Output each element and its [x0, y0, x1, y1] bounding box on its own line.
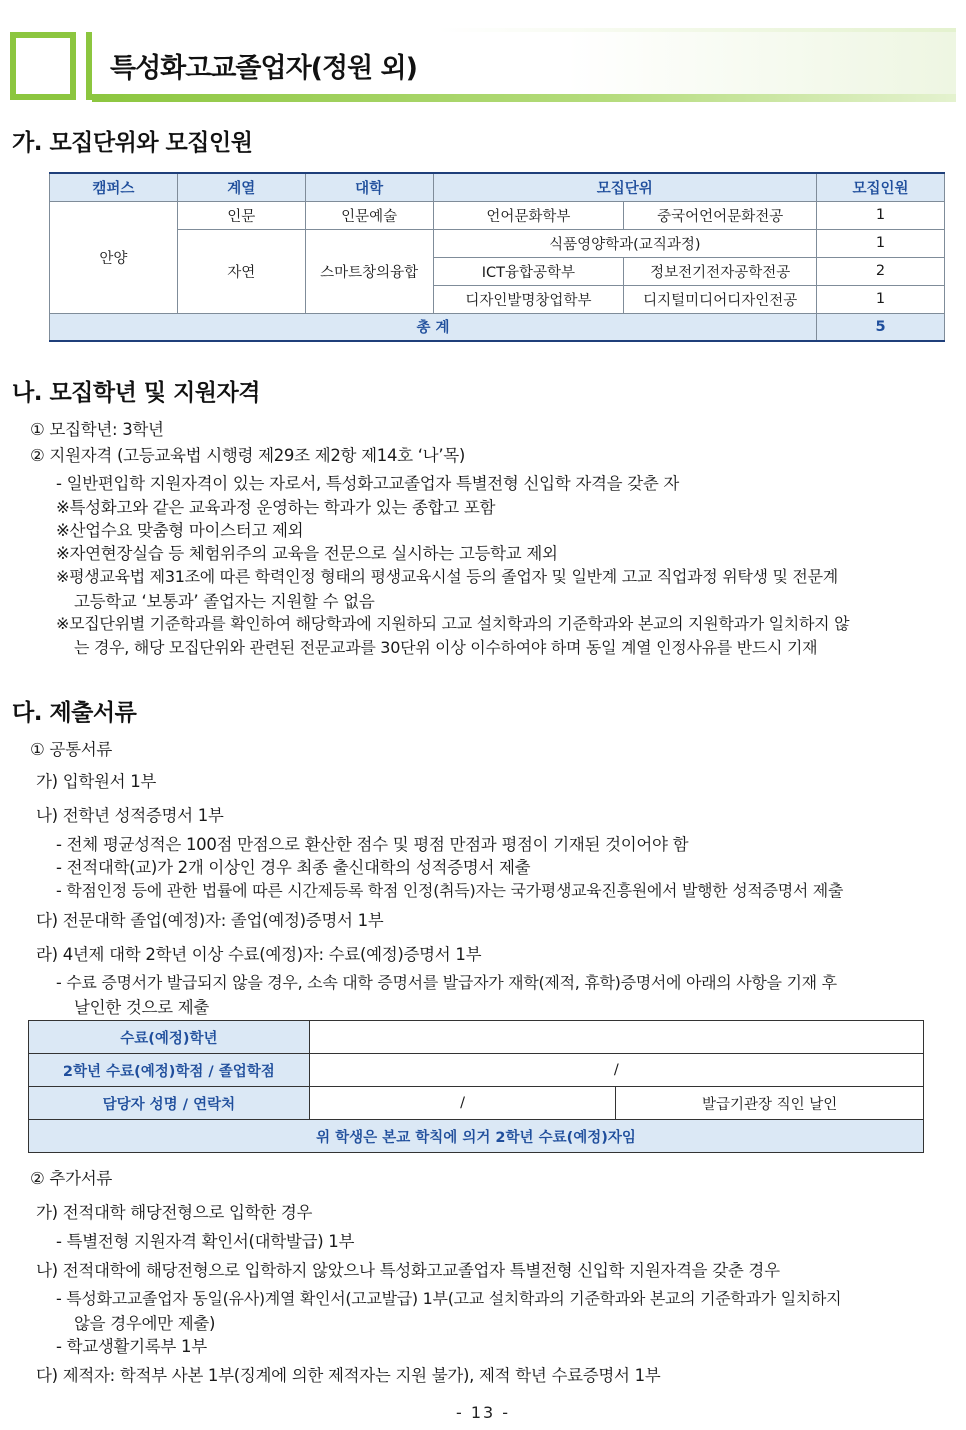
- section-b-heading: 나. 모집학년 및 지원자격: [12, 380, 260, 406]
- doc-item: 나) 전적대학에 해당전형으로 입학하지 않았으나 특성화고교졸업자 특별전형 신입학 지원자격을 갖춘 경우: [36, 1261, 780, 1280]
- total-label: 총 계: [50, 313, 817, 341]
- major-cell: 디지털미디어디자인전공: [624, 285, 817, 313]
- eligibility-item: - 일반편입학 지원자격이 있는 자로서, 특성화고교졸업자 특별전형 신입학 자격을 갖춘 자: [56, 474, 680, 493]
- table-header-row: [50, 173, 945, 201]
- table-total-row: [50, 313, 945, 341]
- doc-item: 다) 전문대학 졸업(예정)자: 졸업(예정)증명서 1부: [36, 911, 384, 930]
- form-value: /: [309, 1087, 616, 1120]
- page-title: 특성화고교졸업자(정원 외): [110, 53, 417, 84]
- header-unit: 모집단위: [433, 173, 817, 201]
- header-college: 대학: [305, 173, 433, 201]
- form-label: 수료(예정)학년: [29, 1021, 310, 1054]
- section-a-heading: 가. 모집단위와 모집인원: [12, 130, 253, 156]
- college-cell: 인문예술: [305, 201, 433, 229]
- note-item-cont: 는 경우, 해당 모집단위와 관련된 전문교과를 30단위 이상 이수하여야 하며 동일 계열 인정사유를 반드시 기재: [74, 638, 818, 657]
- total-value: 5: [817, 313, 945, 341]
- doc-subitem: - 특성화고교졸업자 동일(유사)계열 확인서(고교발급) 1부(고교 설치학과의 기준학과와 본교의 기준학과가 일치하지: [56, 1289, 842, 1308]
- form-row: [29, 1087, 924, 1120]
- major-cell: 중국어언어문화전공: [624, 201, 817, 229]
- doc-item: 가) 입학원서 1부: [36, 772, 157, 791]
- note-item: ※자연현장실습 등 체험위주의 교육을 전문으로 실시하는 고등학교 제외: [56, 544, 558, 563]
- doc-item: 라) 4년제 대학 2학년 이상 수료(예정)자: 수료(예정)증명서 1부: [36, 945, 482, 964]
- campus-cell: 안양: [50, 201, 178, 313]
- recruit-grade: ① 모집학년: 3학년: [30, 420, 164, 439]
- section-banner: [10, 32, 956, 102]
- doc-subitem: - 전적대학(교)가 2개 이상인 경우 최종 출신대학의 성적증명서 제출: [56, 858, 531, 877]
- major-cell: 정보전기전자공학전공: [624, 257, 817, 285]
- form-label: 담당자 성명 / 연락처: [29, 1087, 310, 1120]
- completion-form-table: [28, 1020, 924, 1153]
- doc-subitem: - 수료 증명서가 발급되지 않을 경우, 소속 대학 증명서를 발급자가 재학(제적, 휴학)증명서에 아래의 사항을 기재 후: [56, 973, 837, 992]
- doc-item: 나) 전학년 성적증명서 1부: [36, 806, 224, 825]
- unit-cell: 언어문화학부: [433, 201, 624, 229]
- common-docs-title: ① 공통서류: [30, 740, 112, 759]
- doc-item: 다) 제적자: 학적부 사본 1부(징계에 의한 제적자는 지원 불가), 제적 학년 수료증명서 1부: [36, 1366, 661, 1385]
- header-campus: 캠퍼스: [50, 173, 178, 201]
- doc-subitem-cont: 날인한 것으로 제출: [74, 998, 210, 1017]
- table-row: [50, 229, 945, 257]
- count-cell: 1: [817, 229, 945, 257]
- form-row: [29, 1021, 924, 1054]
- eligibility-title: ② 지원자격 (고등교육법 시행령 제29조 제2항 제14호 ‘나’목): [30, 446, 466, 465]
- count-cell: 1: [817, 201, 945, 229]
- unit-cell: 식품영양학과(교직과정): [433, 229, 817, 257]
- count-cell: 2: [817, 257, 945, 285]
- table-row: [50, 201, 945, 229]
- unit-cell: ICT융합공학부: [433, 257, 624, 285]
- field-cell: 인문: [177, 201, 305, 229]
- form-footer-row: [29, 1120, 924, 1153]
- form-row: [29, 1054, 924, 1087]
- note-item: ※특성화고와 같은 교육과정 운영하는 학과가 있는 종합고 포함: [56, 498, 496, 517]
- header-field: 계열: [177, 173, 305, 201]
- doc-subitem: - 학점인정 등에 관한 법률에 따른 시간제등록 학점 인정(취득)자는 국가평생교육진흥원에서 발행한 성적증명서 제출: [56, 881, 844, 900]
- banner-square-icon: [10, 32, 76, 100]
- doc-subitem-cont: 않을 경우에만 제출): [74, 1314, 216, 1333]
- doc-subitem: - 전체 평균성적은 100점 만점으로 환산한 점수 및 평점 만점과 평점이 기재된 것이어야 함: [56, 835, 689, 854]
- recruitment-table: [49, 172, 945, 342]
- header-count: 모집인원: [817, 173, 945, 201]
- field-cell: 자연: [177, 229, 305, 313]
- form-value-empty: [309, 1021, 923, 1054]
- form-footer: 위 학생은 본교 학칙에 의거 2학년 수료(예정)자임: [29, 1120, 924, 1153]
- form-value: /: [309, 1054, 923, 1087]
- note-item-cont: 고등학교 ‘보통과’ 졸업자는 지원할 수 없음: [74, 592, 375, 611]
- note-item: ※평생교육법 제31조에 따른 학력인정 형태의 평생교육시설 등의 졸업자 및 일반계 고교 직업과정 위탁생 및 전문계: [56, 567, 838, 586]
- college-cell: 스마트창의융합: [305, 229, 433, 313]
- unit-cell: 디자인발명창업학부: [433, 285, 624, 313]
- section-c-heading: 다. 제출서류: [12, 700, 137, 726]
- form-seal-note: 발급기관장 직인 날인: [616, 1087, 924, 1120]
- doc-subitem: - 특별전형 지원자격 확인서(대학발급) 1부: [56, 1232, 355, 1251]
- doc-item: 가) 전적대학 해당전형으로 입학한 경우: [36, 1203, 313, 1222]
- count-cell: 1: [817, 285, 945, 313]
- note-item: ※모집단위별 기준학과를 확인하여 해당학과에 지원하되 고교 설치학과의 기준학과와 본교의 지원학과가 일치하지 않: [56, 614, 850, 633]
- form-label: 2학년 수료(예정)학점 / 졸업학점: [29, 1054, 310, 1087]
- note-item: ※산업수요 맞춤형 마이스터고 제외: [56, 521, 304, 540]
- additional-docs-title: ② 추가서류: [30, 1169, 112, 1188]
- page-number: - 13 -: [455, 1403, 511, 1422]
- doc-subitem: - 학교생활기록부 1부: [56, 1337, 207, 1356]
